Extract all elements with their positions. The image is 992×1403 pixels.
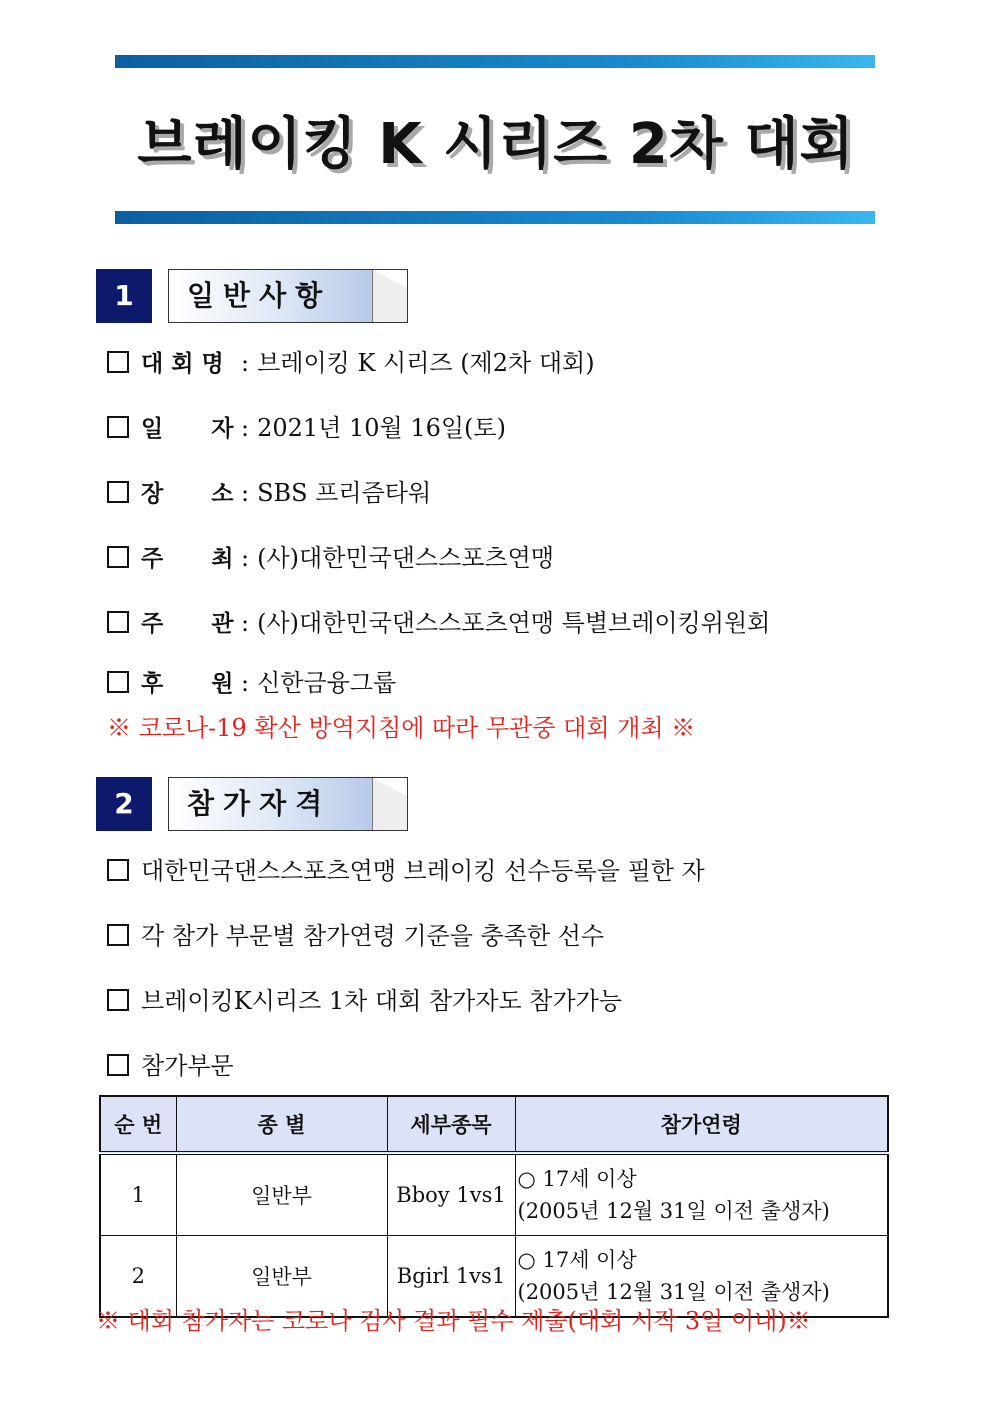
checkbox-icon <box>107 351 129 373</box>
checkbox-icon <box>107 481 129 503</box>
table-header: 종 별 <box>176 1096 387 1153</box>
row-division: 일반부 <box>176 1236 387 1318</box>
row-age <box>515 1236 888 1318</box>
eligibility-text: 브레이킹K시리즈 1차 대회 참가자도 참가가능 <box>141 987 623 1015</box>
row-division: 일반부 <box>176 1153 387 1236</box>
eligibility-text: 참가부문 <box>141 1052 234 1080</box>
general-value: SBS 프리즘타워 <box>257 479 432 507</box>
checkbox-icon <box>107 924 129 946</box>
general-item: 주 최 : (사)대한민국댄스스포츠연맹 <box>107 543 554 574</box>
row-age <box>515 1153 888 1236</box>
table-row <box>100 1236 888 1318</box>
folded-corner-icon <box>372 778 407 830</box>
checkbox-icon <box>107 671 129 693</box>
general-item: 후 원 : 신한금융그룹 <box>107 668 396 699</box>
table-header: 세부종목 <box>387 1096 515 1153</box>
checkbox-icon <box>107 416 129 438</box>
folded-corner-icon <box>372 270 407 322</box>
general-key: 장 소 <box>141 481 234 507</box>
section-label-box <box>168 269 408 323</box>
general-value: (사)대한민국댄스스포츠연맹 <box>257 544 555 572</box>
covid-notice: ※ 코로나-19 확산 방역지침에 따라 무관중 대회 개최 ※ <box>107 714 696 742</box>
general-key: 후 원 <box>141 671 234 697</box>
eligibility-item <box>107 1051 234 1081</box>
age-criterion: ○ 17세 이상 <box>517 1167 637 1191</box>
table-row <box>100 1153 888 1236</box>
section-label: 참가자격 <box>187 787 332 820</box>
section-number: 2 <box>96 777 152 831</box>
bottom-rule <box>115 211 875 224</box>
general-value: (사)대한민국댄스스포츠연맹 특별브레이킹위원회 <box>257 609 771 637</box>
row-event: Bboy 1vs1 <box>387 1153 515 1236</box>
division-table <box>99 1095 889 1318</box>
general-key: 일 자 <box>141 416 234 442</box>
checkbox-icon <box>107 1054 129 1076</box>
row-number: 2 <box>100 1236 176 1318</box>
checkbox-icon <box>107 546 129 568</box>
general-key: 주 최 <box>141 546 234 572</box>
row-event: Bgirl 1vs1 <box>387 1236 515 1318</box>
checkbox-icon <box>107 859 129 881</box>
eligibility-item <box>107 856 705 886</box>
footer-notice: ※ 대회 참가자는 코로나 검사 결과 필수 제출(대회 시작 3일 이내)※ <box>96 1307 811 1335</box>
table-header: 참가연령 <box>515 1096 888 1153</box>
age-birth-note: (2005년 12월 31일 이전 출생자) <box>517 1199 830 1223</box>
eligibility-item <box>107 921 604 951</box>
row-number: 1 <box>100 1153 176 1236</box>
general-item: 주 관 : (사)대한민국댄스스포츠연맹 특별브레이킹위원회 <box>107 608 770 639</box>
section-label-box <box>168 777 408 831</box>
general-value: 신한금융그룹 <box>257 669 397 697</box>
section-label: 일반사항 <box>187 279 332 312</box>
eligibility-text: 각 참가 부문별 참가연령 기준을 충족한 선수 <box>141 922 605 950</box>
table-header-row <box>100 1096 888 1153</box>
age-criterion: ○ 17세 이상 <box>517 1248 637 1272</box>
eligibility-text: 대한민국댄스스포츠연맹 브레이킹 선수등록을 필한 자 <box>141 857 705 885</box>
general-value: 브레이킹 K 시리즈 (제2차 대회) <box>257 349 595 377</box>
top-rule <box>115 55 875 68</box>
eligibility-item <box>107 986 622 1016</box>
age-birth-note: (2005년 12월 31일 이전 출생자) <box>517 1280 830 1304</box>
general-value: 2021년 10월 16일(토) <box>257 414 506 442</box>
general-item: 대 회 명 : 브레이킹 K 시리즈 (제2차 대회) <box>107 348 595 379</box>
table-header: 순 번 <box>100 1096 176 1153</box>
checkbox-icon <box>107 611 129 633</box>
general-key: 대 회 명 <box>141 351 224 377</box>
general-item: 장 소 : SBS 프리즘타워 <box>107 478 431 509</box>
page-title: 브레이킹 K 시리즈 2차 대회 <box>137 112 855 177</box>
section-number: 1 <box>96 269 152 323</box>
checkbox-icon <box>107 989 129 1011</box>
general-item: 일 자 : 2021년 10월 16일(토) <box>107 413 506 444</box>
general-key: 주 관 <box>141 611 234 637</box>
